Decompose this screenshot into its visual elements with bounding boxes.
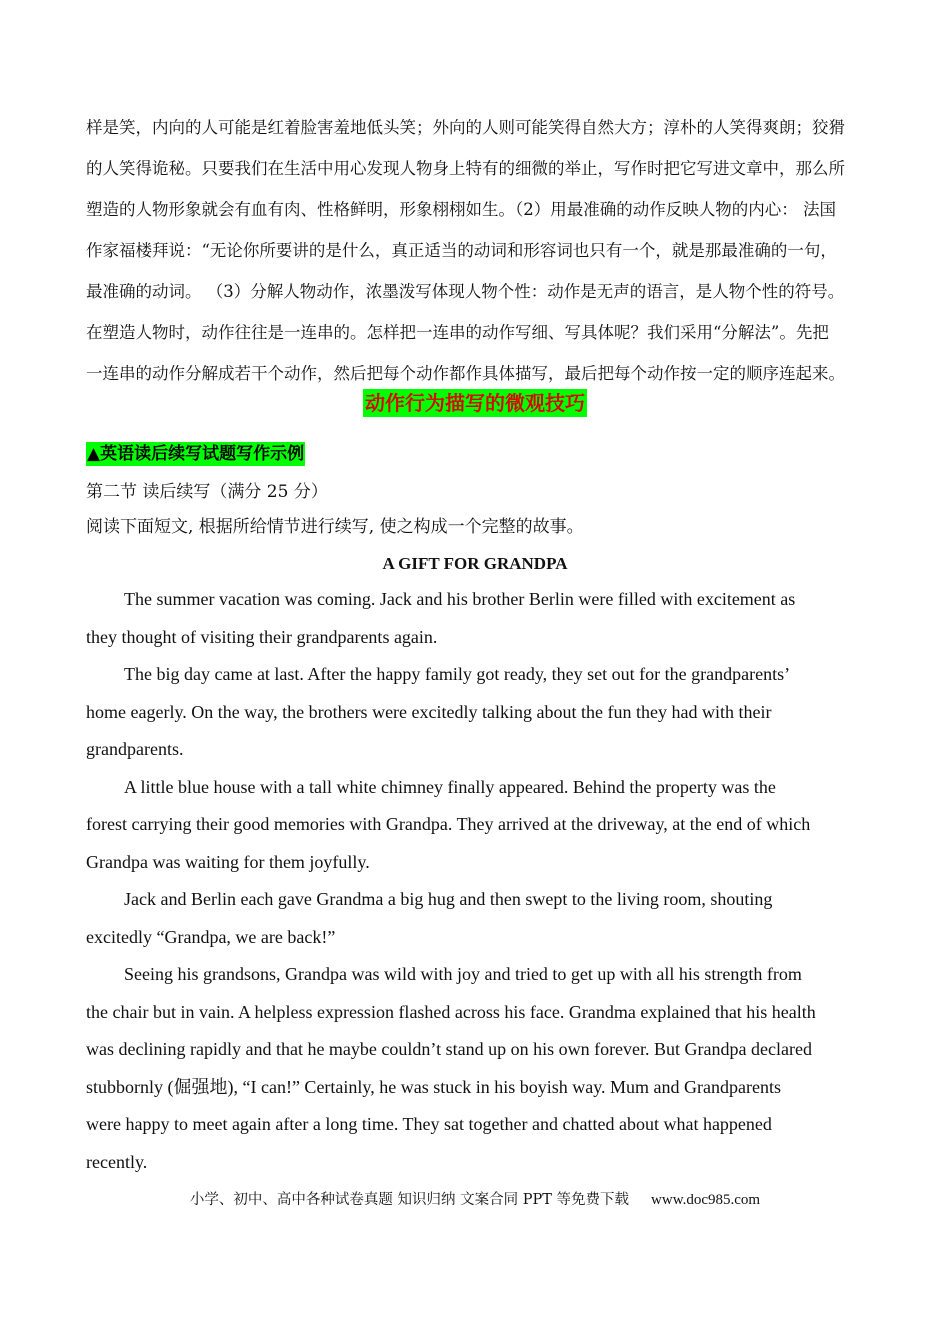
instruction-text: 阅读下面短文, 根据所给情节进行续写, 使之构成一个完整的故事。: [86, 517, 584, 537]
story-body: [86, 581, 866, 1181]
intro-line: 最准确的动词。 （3）分解人物动作，浓墨泼写体现人物个性：动作是无声的语言，是人物个性的符号。: [86, 282, 845, 301]
story-line: The big day came at last. After the happy family got ready, they set out for the grandparents’: [124, 664, 791, 684]
story-title: A GIFT FOR GRANDPA: [382, 554, 568, 573]
story-line: Seeing his grandsons, Grandpa was wild with joy and tried to get up with all his strength from: [124, 964, 802, 984]
story-line: home eagerly. On the way, the brothers were excitedly talking about the fun they had with their: [86, 701, 772, 722]
story-line: excitedly “Grandpa, we are back!”: [86, 926, 336, 947]
story-line: recently.: [86, 1151, 148, 1172]
story-line: were happy to meet again after a long time. They sat together and chatted about what happened: [86, 1114, 772, 1134]
intro-paragraph: [86, 107, 866, 394]
intro-line: 一连串的动作分解成若干个动作，然后把每个动作都作具体描写，最后把每个动作按一定的顺序连起来。: [86, 364, 845, 383]
footer-site: www.doc985.com: [651, 1192, 761, 1208]
story-line: Grandpa was waiting for them joyfully.: [86, 851, 370, 872]
intro-line: 作家福楼拜说：“无论你所要讲的是什么，真正适当的动词和形容词也只有一个，就是那最准确的一句，: [86, 241, 837, 260]
intro-line: 塑造的人物形象就会有血有肉、性格鲜明，形象栩栩如生。（2）用最准确的动作反映人物的内心： 法国: [86, 200, 836, 219]
section-title: 动作行为描写的微观技巧: [365, 391, 585, 415]
section-label: 第二节 读后续写（满分 25 分）: [86, 482, 328, 502]
section-title-row: [0, 389, 950, 417]
story-line: the chair but in vain. A helpless expression flashed across his face. Grandma explained that his health: [86, 1001, 816, 1022]
story-line: grandparents.: [86, 739, 184, 759]
intro-line: 在塑造人物时，动作往往是一连串的。怎样把一连串的动作写细、写具体呢？我们采用“分解法”。先把: [86, 323, 829, 342]
story-line: Jack and Berlin each gave Grandma a big hug and then swept to the living room, shouting: [124, 889, 773, 909]
story-line: A little blue house with a tall white chimney finally appeared. Behind the property was the: [124, 776, 776, 797]
intro-line: 样是笑，内向的人可能是红着脸害羞地低头笑；外向的人则可能笑得自然大方；淳朴的人笑得爽朗；狡猾: [86, 118, 845, 137]
story-line: stubbornly (倔强地), “I can!” Certainly, he was stuck in his boyish way. Mum and Grandparents: [86, 1076, 782, 1097]
story-line: was declining rapidly and that he maybe couldn’t stand up on his own forever. But Grandpa declared: [86, 1039, 812, 1059]
intro-line: 的人笑得诡秘。只要我们在生活中用心发现人物身上特有的细微的举止，写作时把它写进文章中，那么所: [86, 159, 845, 178]
page-footer: [0, 1190, 950, 1210]
story-line: The summer vacation was coming. Jack and his brother Berlin were filled with excitement as: [124, 589, 796, 609]
footer-text: 小学、初中、高中各种试卷真题 知识归纳 文案合同 PPT 等免费下载: [189, 1192, 630, 1208]
story-line: forest carrying their good memories with Grandpa. They arrived at the driveway, at the end of which: [86, 814, 811, 834]
story-line: they thought of visiting their grandparents again.: [86, 626, 438, 647]
example-heading: ▲英语读后续写试题写作示例: [87, 444, 305, 464]
